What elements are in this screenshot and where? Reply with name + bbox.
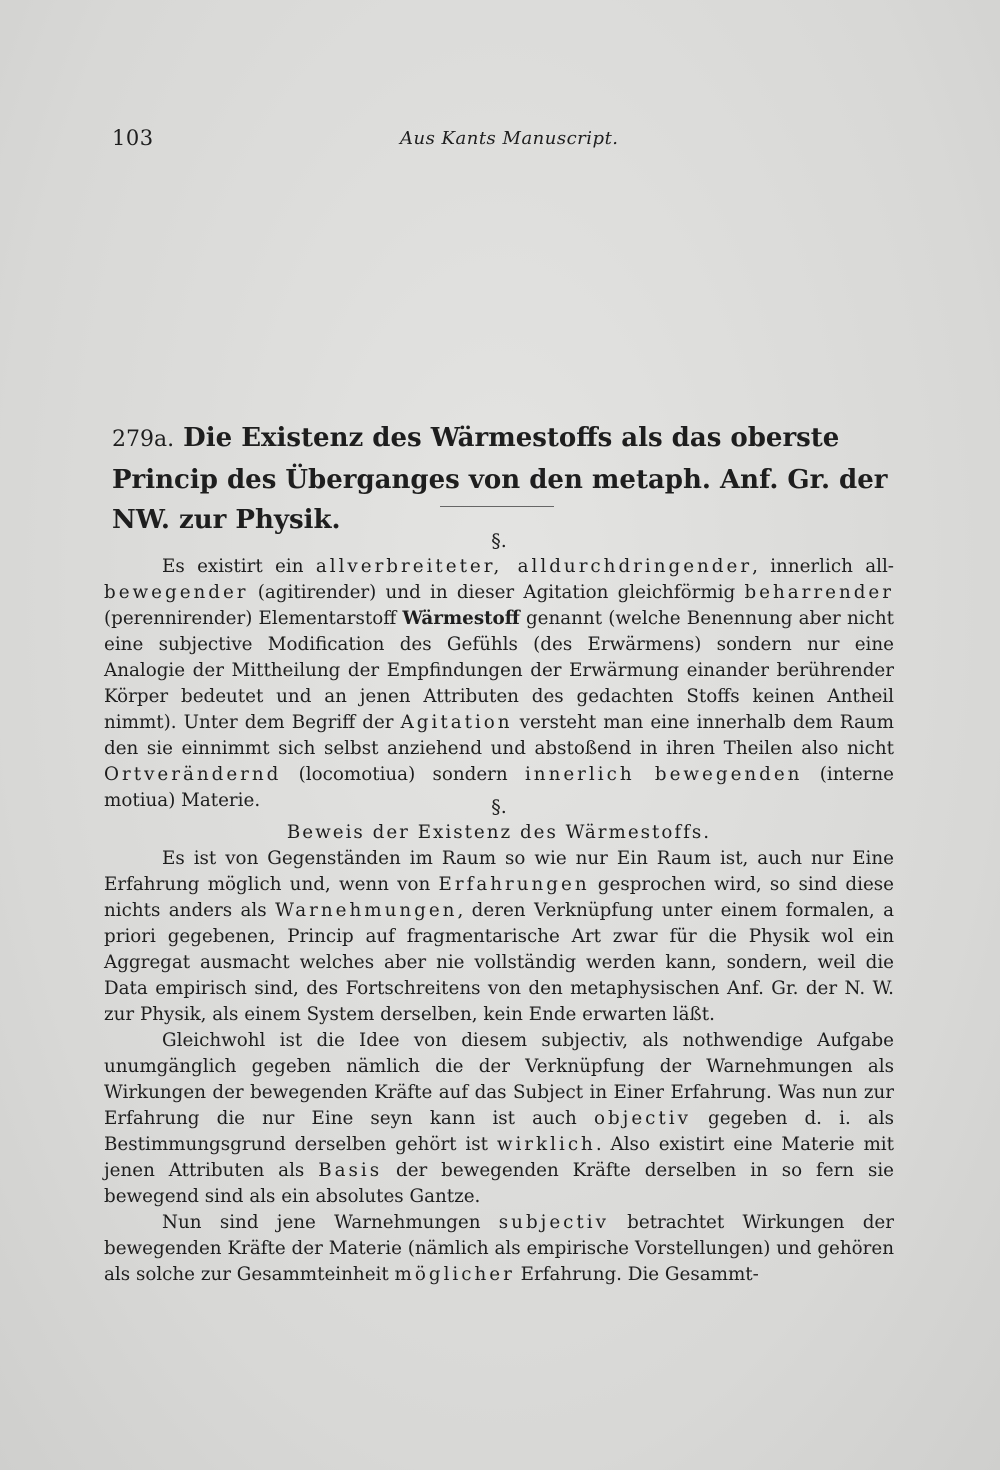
spaced-text: innerlich bewegenden: [524, 764, 803, 785]
text-run: genannt (welche Benennung aber nicht eine subjective Modification des Gefühls (des Erwärmens) sondern nur eine Analogie der Mittheilung der Empfindungen der Erwärmung einander berührender Körper bedeutet und an jenen Attributen des gedachten Stoffs keinen Antheil nimmt). Unter dem Begriff der: [104, 608, 894, 733]
page-number: 103: [112, 126, 154, 150]
section-mark: §.: [491, 796, 507, 818]
text-run: , innerlich all-: [752, 556, 894, 577]
spaced-text: beharrender: [744, 582, 894, 603]
paragraph-4: [104, 1210, 894, 1288]
text-run: (locomotiua) sondern: [281, 764, 525, 785]
text-run: Es ist von Gegenständen im Raum so wie nur Ein Raum ist, auch nur Eine Erfahrung möglich und, wenn von: [104, 848, 894, 895]
text-run: . Also existirt eine Materie mit jenen Attributen als: [104, 1134, 894, 1181]
spaced-text: Erfahrungen: [438, 874, 590, 895]
spaced-text: bewegender: [104, 582, 249, 603]
text-run: (agitirender) und in dieser Agitation gleichförmig: [248, 582, 745, 603]
spaced-text: objectiv: [593, 1108, 691, 1129]
spaced-text: wirklich: [496, 1134, 596, 1155]
text-run: gesprochen wird, so sind diese nichts anders als: [104, 874, 894, 921]
text-run: (interne motiua) Materie.: [104, 764, 894, 811]
text-run: , deren Verknüpfung unter einem formalen, a priori gegebenen, Princip auf fragmentarische Art zwar für die Physik wol ein Aggregat ausmacht welches aber nie vollständig werden kann, sondern, weil die Data empirisch sind, des Fortschreitens von den metaphysischen Anf. Gr. der N. W. zur Physik, als einem System derselben, kein Ende erwarten läßt.: [104, 900, 894, 1025]
section-subheading: Beweis der Existenz des Wärmestoffs.: [286, 822, 712, 843]
text-run: (perennirender) Elementarstoff: [104, 608, 403, 629]
text-run: Nun sind jene Warnehmungen: [162, 1212, 499, 1233]
bold-term: Wärmestoff: [402, 608, 520, 629]
spaced-text: möglicher: [394, 1264, 515, 1285]
paragraph-1: [104, 554, 894, 814]
text-run: Erfahrung. Die Gesammt-: [514, 1264, 759, 1285]
spaced-text: subjectiv: [498, 1212, 609, 1233]
text-run: Gleichwohl ist die Idee von diesem subjectiv, als nothwendige Aufgabe unumgänglich gegeben nämlich die der Verknüpfung der Warnehmungen als Wirkungen der bewegenden Kräfte auf das Subject in Einer Erfahrung. Was nun zur Erfahrung die nur Eine seyn kann ist auch: [104, 1030, 894, 1129]
text-run: betrachtet Wirkungen der bewegenden Kräfte der Materie (nämlich als empirische Vorstellungen) und gehören als solche zur Gesammteinheit: [104, 1212, 894, 1285]
heading-divider: [440, 506, 554, 507]
entry-heading: [112, 418, 902, 540]
spaced-text: allverbreiteter, alldurchdringender: [315, 556, 753, 577]
text-run: versteht man eine innerhalb dem Raum den sie einnimmt sich selbst anziehend und abstoßend in ihren Theilen also nicht: [104, 712, 894, 759]
paragraph-3: [104, 1028, 894, 1210]
spaced-text: Ortverändernd: [104, 764, 282, 785]
entry-title: Die Existenz des Wärmestoffs als das oberste Princip des Überganges von den metaph. Anf. Gr. der NW. zur Physik.: [112, 423, 888, 535]
page-header: [112, 126, 902, 158]
spaced-text: Agitation: [400, 712, 513, 733]
entry-number: 279a.: [112, 427, 175, 452]
section-1: [104, 528, 894, 814]
spaced-text: Basis: [318, 1160, 383, 1181]
text-run: Es existirt ein: [162, 556, 316, 577]
running-title: Aus Kants Manuscript.: [400, 128, 619, 149]
spaced-text: Warnehmungen: [275, 900, 458, 921]
paragraph-2: [104, 846, 894, 1028]
text-run: gegeben d. i. als Bestimmungsgrund derselben gehört ist: [104, 1108, 894, 1155]
section-2: [104, 794, 894, 1288]
section-mark: §.: [491, 530, 507, 552]
text-run: der bewegenden Kräfte derselben in so fern sie bewegend sind als ein absolutes Gantze.: [104, 1160, 895, 1207]
